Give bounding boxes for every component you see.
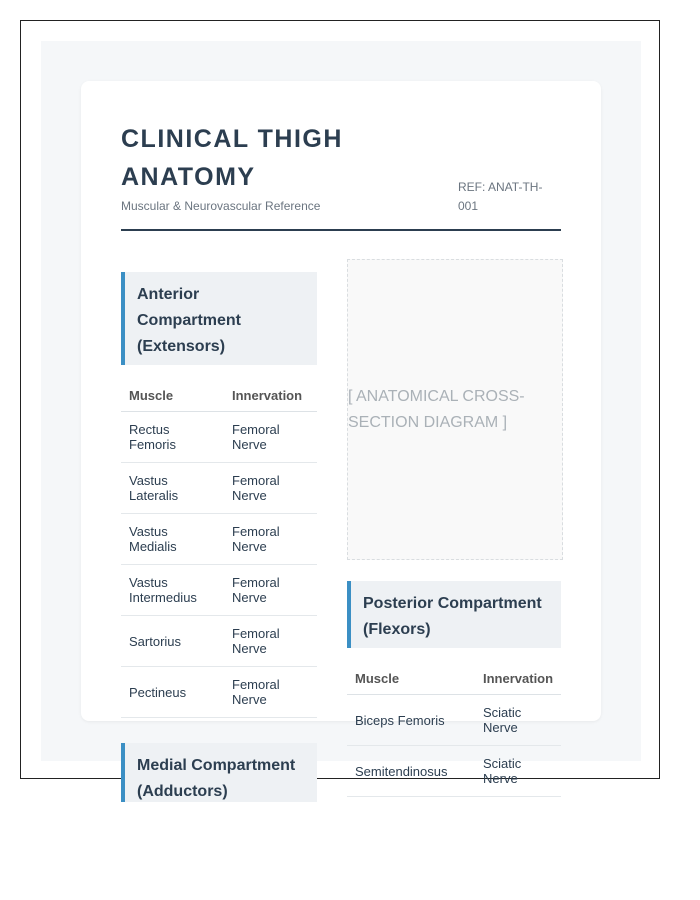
muscle-cell: Biceps Femoris: [347, 695, 475, 746]
table-row: [121, 667, 317, 718]
table-row: [347, 746, 561, 797]
column-header-innervation: Innervation: [475, 662, 561, 695]
table-row: [121, 412, 317, 463]
reference-code: REF: ANAT-TH-001: [458, 180, 543, 213]
page-subtitle: Muscular & Neurovascular Reference: [121, 199, 321, 213]
innervation-cell: Sciatic Nerve: [475, 746, 561, 797]
innervation-cell: Sciatic Nerve: [475, 695, 561, 746]
muscle-cell: Sartorius: [121, 616, 224, 667]
innervation-cell: Femoral Nerve: [224, 667, 317, 718]
anterior-muscle-table: [121, 379, 317, 718]
posterior-muscle-table: [347, 662, 561, 797]
table-row: [121, 616, 317, 667]
muscle-cell: Vastus Medialis: [121, 514, 224, 565]
muscle-cell: Vastus Intermedius: [121, 565, 224, 616]
innervation-cell: Femoral Nerve: [224, 565, 317, 616]
cross-section-diagram-placeholder: [347, 259, 563, 560]
innervation-cell: Femoral Nerve: [224, 463, 317, 514]
page-title: CLINICAL THIGH ANATOMY: [121, 125, 343, 191]
muscle-cell: Vastus Lateralis: [121, 463, 224, 514]
anterior-compartment-heading: Anterior Compartment (Extensors): [121, 272, 317, 365]
diagram-placeholder-text: [ ANATOMICAL CROSS-SECTION DIAGRAM ]: [348, 388, 525, 431]
innervation-cell: Femoral Nerve: [224, 514, 317, 565]
column-header-innervation: Innervation: [224, 379, 317, 412]
document-header: [121, 120, 561, 231]
muscle-cell: Pectineus: [121, 667, 224, 718]
innervation-cell: Femoral Nerve: [224, 412, 317, 463]
table-row: [121, 514, 317, 565]
muscle-cell: Semitendinosus: [347, 746, 475, 797]
innervation-cell: Femoral Nerve: [224, 616, 317, 667]
muscle-cell: Rectus Femoris: [121, 412, 224, 463]
column-header-muscle: Muscle: [347, 662, 475, 695]
table-header-row: [121, 379, 317, 412]
table-row: [121, 565, 317, 616]
table-row: [347, 695, 561, 746]
posterior-compartment-heading: Posterior Compartment (Flexors): [347, 581, 561, 648]
medial-compartment-heading: Medial Compartment (Adductors): [121, 743, 317, 802]
column-header-muscle: Muscle: [121, 379, 224, 412]
table-row: [121, 463, 317, 514]
table-header-row: [347, 662, 561, 695]
